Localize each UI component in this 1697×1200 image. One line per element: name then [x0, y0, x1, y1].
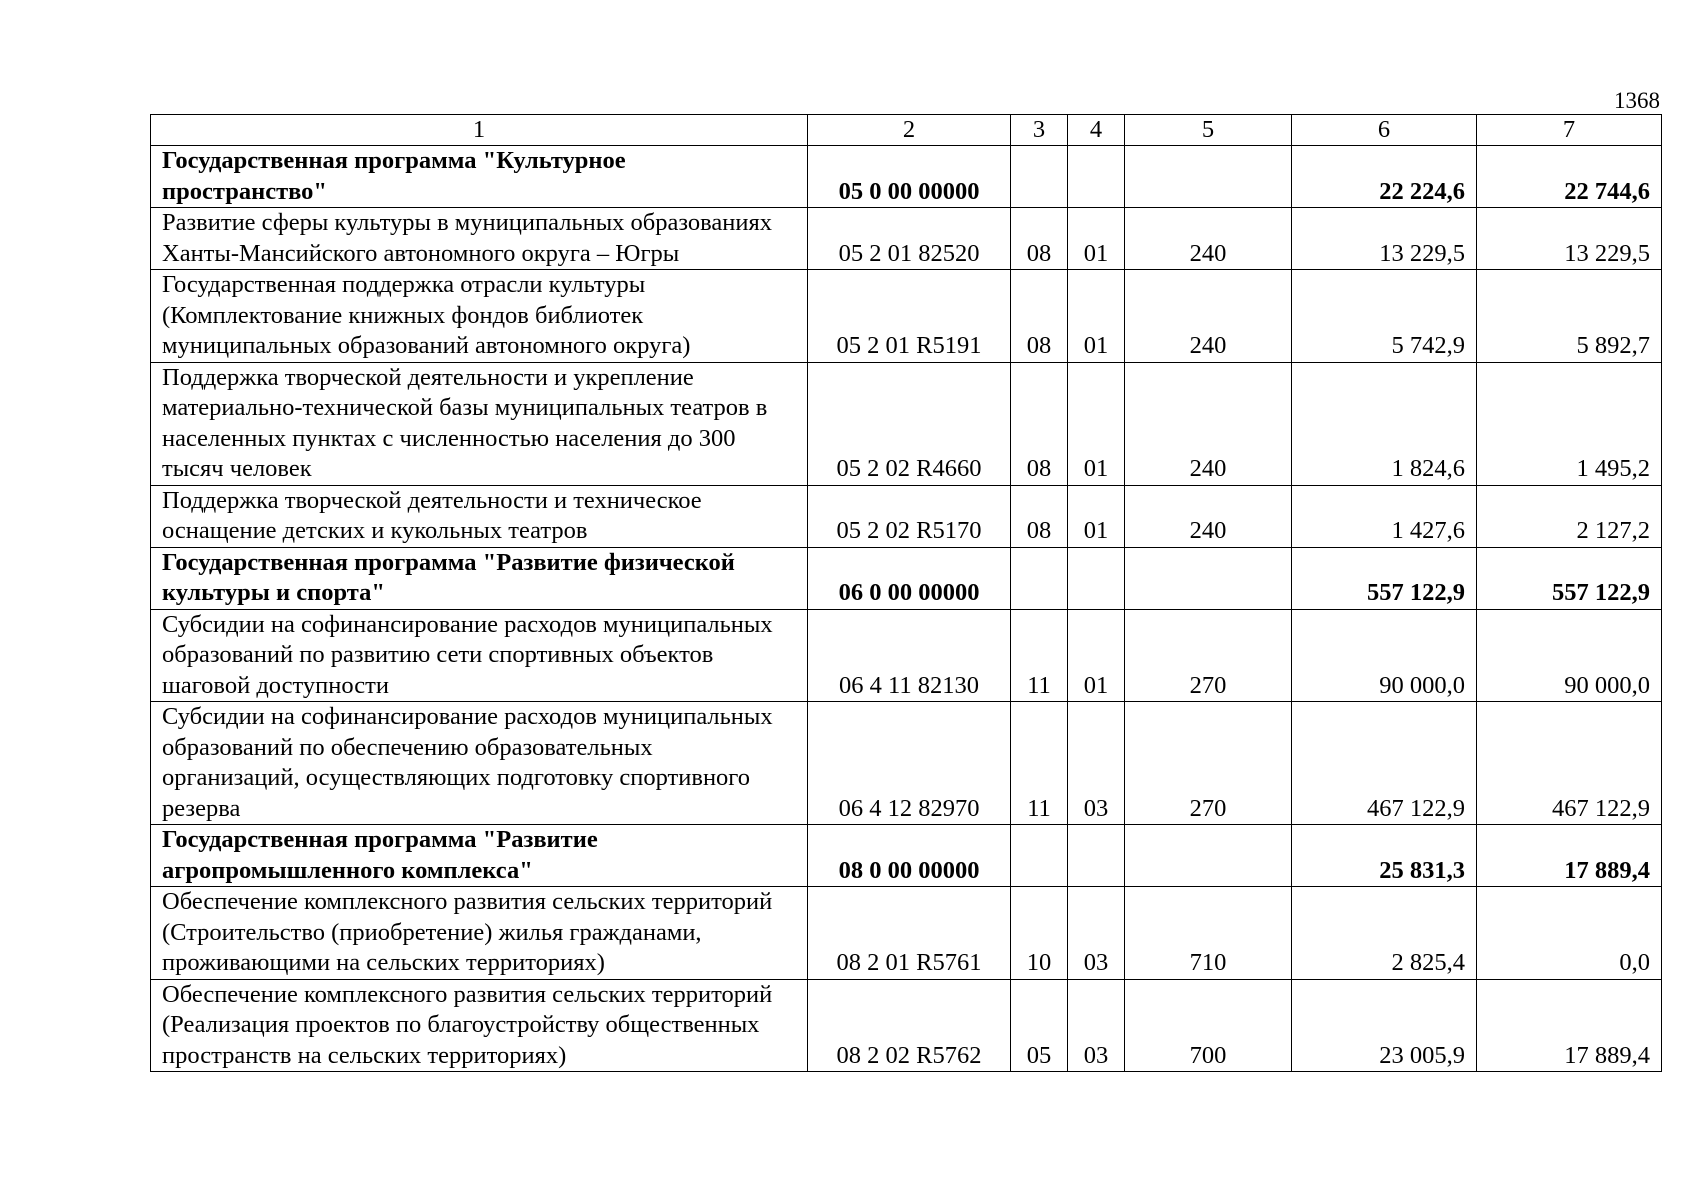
row-sum-col7: 17 889,4 [1477, 825, 1662, 887]
header-col-5: 5 [1125, 115, 1292, 146]
row-subsection [1068, 146, 1125, 208]
row-sum-col7: 13 229,5 [1477, 208, 1662, 270]
row-name: Обеспечение комплексного развития сельских территорий (Строительство (приобретение) жилья гражданами, проживающими на сельских территориях) [151, 887, 808, 980]
row-name: Поддержка творческой деятельности и укрепление материально-технической базы муниципальных театров в населенных пунктах с численностью населения до 300 тысяч человек [151, 362, 808, 485]
row-sum-col7: 5 892,7 [1477, 270, 1662, 363]
row-sum-col6: 25 831,3 [1292, 825, 1477, 887]
row-name: Государственная программа "Развитие физической культуры и спорта" [151, 547, 808, 609]
table-body [151, 146, 1662, 1072]
row-expense-type: 700 [1125, 979, 1292, 1072]
row-expense-type: 710 [1125, 887, 1292, 980]
row-sum-col7: 0,0 [1477, 887, 1662, 980]
row-code: 05 2 02 R5170 [808, 485, 1011, 547]
row-sum-col6: 5 742,9 [1292, 270, 1477, 363]
row-section: 08 [1011, 362, 1068, 485]
row-section: 08 [1011, 270, 1068, 363]
row-subsection: 03 [1068, 887, 1125, 980]
row-expense-type: 240 [1125, 208, 1292, 270]
table-row [151, 702, 1662, 825]
row-section: 05 [1011, 979, 1068, 1072]
row-code: 05 2 01 82520 [808, 208, 1011, 270]
row-expense-type [1125, 547, 1292, 609]
table-row [151, 362, 1662, 485]
row-code: 05 2 02 R4660 [808, 362, 1011, 485]
table-row [151, 208, 1662, 270]
row-expense-type: 270 [1125, 702, 1292, 825]
row-code: 08 2 02 R5762 [808, 979, 1011, 1072]
header-col-6: 6 [1292, 115, 1477, 146]
row-subsection: 01 [1068, 208, 1125, 270]
row-code: 05 2 01 R5191 [808, 270, 1011, 363]
row-expense-type: 240 [1125, 270, 1292, 363]
row-section: 08 [1011, 208, 1068, 270]
row-subsection: 03 [1068, 979, 1125, 1072]
row-name: Поддержка творческой деятельности и техническое оснащение детских и кукольных театров [151, 485, 808, 547]
table-row [151, 270, 1662, 363]
table-row [151, 609, 1662, 702]
row-sum-col7: 2 127,2 [1477, 485, 1662, 547]
table-header [151, 115, 1662, 146]
row-sum-col6: 90 000,0 [1292, 609, 1477, 702]
row-section [1011, 547, 1068, 609]
row-subsection [1068, 825, 1125, 887]
row-subsection: 03 [1068, 702, 1125, 825]
row-sum-col6: 1 427,6 [1292, 485, 1477, 547]
program-row-sport [151, 547, 1662, 609]
row-code: 08 2 01 R5761 [808, 887, 1011, 980]
row-name: Субсидии на софинансирование расходов муниципальных образований по обеспечению образовательных организаций, осуществляющих подготовку спортивного резерва [151, 702, 808, 825]
row-code: 06 4 12 82970 [808, 702, 1011, 825]
table-row [151, 887, 1662, 980]
row-expense-type: 240 [1125, 485, 1292, 547]
row-sum-col7: 22 744,6 [1477, 146, 1662, 208]
header-col-3: 3 [1011, 115, 1068, 146]
row-section: 11 [1011, 609, 1068, 702]
page-number: 1368 [1614, 88, 1660, 113]
row-subsection [1068, 547, 1125, 609]
row-code: 05 0 00 00000 [808, 146, 1011, 208]
row-subsection: 01 [1068, 270, 1125, 363]
row-sum-col7: 557 122,9 [1477, 547, 1662, 609]
row-expense-type: 270 [1125, 609, 1292, 702]
row-expense-type [1125, 146, 1292, 208]
row-sum-col6: 467 122,9 [1292, 702, 1477, 825]
row-section [1011, 825, 1068, 887]
row-sum-col7: 17 889,4 [1477, 979, 1662, 1072]
row-name: Обеспечение комплексного развития сельских территорий (Реализация проектов по благоустройству общественных пространств на сельских территориях) [151, 979, 808, 1072]
program-row-culture [151, 146, 1662, 208]
row-section: 11 [1011, 702, 1068, 825]
row-expense-type [1125, 825, 1292, 887]
header-row [151, 115, 1662, 146]
row-section [1011, 146, 1068, 208]
row-name: Государственная поддержка отрасли культуры (Комплектование книжных фондов библиотек муниципальных образований автономного округа) [151, 270, 808, 363]
row-name: Развитие сферы культуры в муниципальных образованиях Ханты-Мансийского автономного округа – Югры [151, 208, 808, 270]
row-sum-col6: 1 824,6 [1292, 362, 1477, 485]
row-code: 08 0 00 00000 [808, 825, 1011, 887]
row-section: 08 [1011, 485, 1068, 547]
header-col-7: 7 [1477, 115, 1662, 146]
row-sum-col7: 90 000,0 [1477, 609, 1662, 702]
budget-table [150, 114, 1662, 1072]
header-col-4: 4 [1068, 115, 1125, 146]
row-code: 06 4 11 82130 [808, 609, 1011, 702]
row-sum-col7: 1 495,2 [1477, 362, 1662, 485]
row-section: 10 [1011, 887, 1068, 980]
row-name: Субсидии на софинансирование расходов муниципальных образований по развитию сети спортивных объектов шаговой доступности [151, 609, 808, 702]
row-subsection: 01 [1068, 609, 1125, 702]
row-name: Государственная программа "Культурное пространство" [151, 146, 808, 208]
row-subsection: 01 [1068, 362, 1125, 485]
program-row-agro [151, 825, 1662, 887]
row-sum-col6: 557 122,9 [1292, 547, 1477, 609]
row-code: 06 0 00 00000 [808, 547, 1011, 609]
row-expense-type: 240 [1125, 362, 1292, 485]
row-sum-col7: 467 122,9 [1477, 702, 1662, 825]
table-row [151, 979, 1662, 1072]
row-sum-col6: 2 825,4 [1292, 887, 1477, 980]
row-sum-col6: 13 229,5 [1292, 208, 1477, 270]
row-name: Государственная программа "Развитие агропромышленного комплекса" [151, 825, 808, 887]
row-sum-col6: 22 224,6 [1292, 146, 1477, 208]
header-col-2: 2 [808, 115, 1011, 146]
row-subsection: 01 [1068, 485, 1125, 547]
table-row [151, 485, 1662, 547]
row-sum-col6: 23 005,9 [1292, 979, 1477, 1072]
header-col-1: 1 [151, 115, 808, 146]
